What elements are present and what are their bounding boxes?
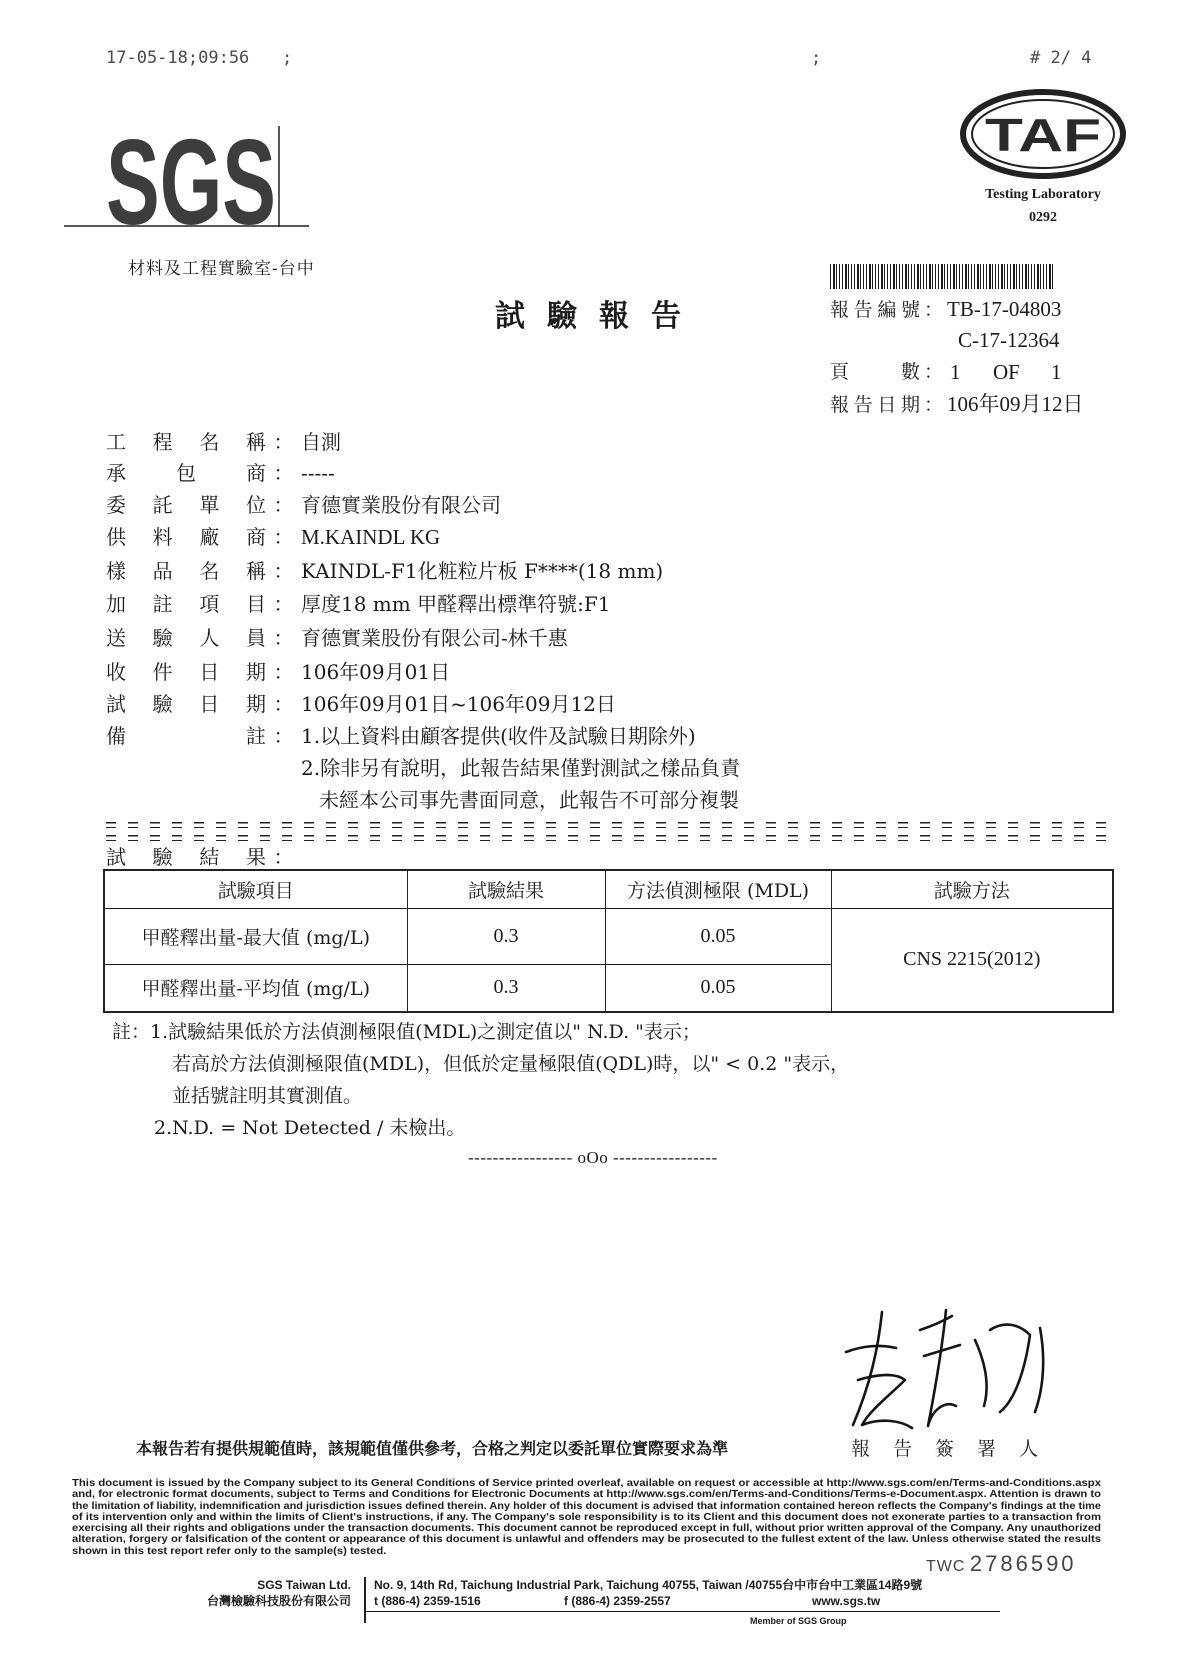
header-mdl: 方法偵測極限 (MDL) [605,870,831,908]
field-label: 備註 [106,724,266,748]
field-value: ----- [301,461,335,485]
signature-stroke [990,1325,1030,1412]
cell-result: 0.3 [407,964,605,1012]
fax-timestamp: 17-05-18;09:56 [106,48,250,68]
legal-text: of its intervention only and within the limits of Client's instructions, if any. The Company's sole responsibility is to its Client and this document does not exonerate parties to a transaction from [72,1510,1101,1523]
field-contractor [106,460,335,486]
results-heading [106,844,301,870]
results-label: 試驗結果 [106,845,266,869]
field-additional-notes [106,591,610,617]
colon: ： [273,525,294,549]
page-count-row [830,359,947,385]
field-test-date [106,691,616,717]
colon: ： [131,1021,151,1043]
report-title: 試驗報告 [495,299,703,334]
field-label: 承包商 [106,461,266,485]
signature-stroke [858,1375,912,1428]
serial-number [926,1552,1077,1579]
field-value: 106年09月01日~106年09月12日 [301,692,616,716]
field-sample-name [106,558,663,584]
lab-name: 材料及工程實驗室-台中 [128,259,315,279]
field-label: 供料廠商 [106,525,266,549]
colon: ： [923,394,943,416]
signature-stroke [924,1345,960,1356]
remark-line: 未經本公司事先書面同意，此報告不可部分複製 [319,788,739,812]
taf-logo-text: TAF [985,109,1101,161]
field-value: 育德實業股份有限公司 [301,493,501,517]
field-label: 樣品名稱 [106,559,266,583]
signature-stroke [1035,1328,1043,1412]
cell-test-method: CNS 2215(2012) [831,908,1113,1012]
company-phone: t (886-4) 2359-1516 [374,1594,481,1608]
signature-stroke [920,1316,952,1330]
legal-disclaimer [72,1478,1101,1560]
sgs-logo [60,114,315,250]
specification-disclaimer: 本報告若有提供規範值時，該規範值僅供參考，合格之判定以委託單位實際要求為準 [136,1439,729,1458]
taf-number: 0292 [1029,210,1057,225]
field-value: 自測 [301,430,341,454]
signature-stroke [928,1310,956,1426]
colon: ： [273,461,294,485]
field-value: 厚度18 mm 甲醛釋出標準符號:F1 [301,592,611,616]
note-label: 註 [112,1021,132,1043]
note-line [112,1019,701,1045]
cell-test-item: 甲醛釋出量-平均值 (mg/L) [104,964,407,1012]
field-project-name [106,429,341,455]
field-received-date [106,659,450,685]
field-value: M.KAINDL KG [301,525,441,549]
colon: ： [273,493,294,517]
company-address: No. 9, 14th Rd, Taichung Industrial Park, Taichung 40755, Taiwan /40755台中市台中工業區14路9號 [374,1578,923,1592]
legal-text: the limitation of liability, indemnification and jurisdiction issues defined therein. Any holder of this document is advised that information contained hereon reflects the Company's findings at the time [72,1499,1101,1512]
company-fax: f (886-4) 2359-2557 [564,1594,671,1608]
table-row [104,908,1113,964]
serial-digits: 2786590 [969,1551,1077,1576]
fax-page-counter: # 2/ 4 [1030,48,1092,68]
member-of-group: Member of SGS Group [750,1616,847,1626]
report-number-row [830,296,1061,322]
separator-line [106,835,1112,841]
colon: ： [273,559,294,583]
legal-text: exercising all their rights and obligations under the transaction documents. This document cannot be reproduced except in full, without prior written approval of the Company. Any unauthorized [72,1522,1101,1535]
cell-mdl: 0.05 [605,964,831,1012]
field-label: 送驗人員 [106,626,266,650]
colon: ： [273,845,294,869]
colon: ： [273,692,294,716]
footer-divider [364,1577,366,1623]
legal-text: shown in this test report refer only to the sample(s) tested. [72,1544,387,1557]
field-label: 試驗日期 [106,692,266,716]
signature-stroke [975,1340,987,1406]
taf-caption: Testing Laboratory [985,187,1101,202]
serial-prefix: TWC [926,1558,966,1575]
end-of-report-mark: ----------------- oOo ----------------- [468,1148,718,1167]
remark-line: 1.以上資料由顧客提供(收件及試驗日期除外) [301,724,696,748]
page-current: 1 [950,360,961,384]
colon: ： [273,660,294,684]
note-line: 2.N.D. = Not Detected / 未檢出。 [154,1117,466,1139]
note-line: 若高於方法偵測極限值(MDL)，但低於定量極限值(QDL)時，以" < 0.2 "表示， [172,1053,850,1075]
colon: ： [273,724,294,748]
sgs-logo-text: SGS [106,114,276,250]
field-label: 加註項目 [106,592,266,616]
cell-result: 0.3 [407,908,605,964]
signature-stroke [846,1346,896,1352]
colon: ： [273,626,294,650]
report-date-row [830,391,1084,417]
footer-rule [364,1611,1000,1612]
signatory-label: 報告簽署人 [851,1438,1062,1460]
taf-logo [955,86,1131,184]
header-test-result: 試驗結果 [407,870,605,908]
field-label: 收件日期 [106,660,266,684]
results-table [103,869,1114,1013]
table-header-row [104,870,1113,908]
field-supplier [106,524,440,550]
cell-mdl: 0.05 [605,908,831,964]
field-label: 工程名稱 [106,430,266,454]
legal-text: and, for electronic format documents, subject to Terms and Conditions for Electronic Documents at http://www.sgs.com/en/Terms-and-Conditions/Terms-e-Document.aspx. Attention is drawn to [72,1488,1101,1501]
field-value: 106年09月01日 [301,660,451,684]
company-name-cn: 台灣檢驗科技股份有限公司 [206,1594,351,1608]
note-line: 並括號註明其實測值。 [172,1085,363,1107]
header-test-method: 試驗方法 [831,870,1113,908]
field-remarks [106,723,696,749]
page-count-label: 頁數 [830,361,920,383]
field-label: 委託單位 [106,493,266,517]
colon: ： [273,592,294,616]
colon: ： [273,430,294,454]
barcode [830,264,1053,289]
header-test-item: 試驗項目 [104,870,407,908]
legal-text: This document is issued by the Company subject to its General Conditions of Service printed overleaf, available on request or accessible at http://www.sgs.com/en/Terms-and-Conditions.aspx [72,1477,1101,1489]
field-value: KAINDL-F1化粧粒片板 F****(18 mm) [301,559,664,583]
page-of: OF [993,360,1020,384]
field-submitter [106,625,568,651]
signature-stroke [853,1312,882,1425]
report-date: 106年09月12日 [947,392,1084,416]
separator-line [106,822,1112,828]
report-date-label: 報告日期 [830,394,920,416]
legal-text: alteration, forgery or falsification of the content or appearance of this document is unlawful and offenders may be prosecuted to the fullest extent of the law. Unless otherwise stated the results [72,1533,1101,1546]
page-total: 1 [1051,360,1062,384]
field-client [106,492,501,518]
fax-mark: ; [811,48,822,68]
company-website: www.sgs.tw [812,1594,881,1608]
colon: ： [923,361,943,383]
company-name-en: SGS Taiwan Ltd. [257,1578,351,1592]
report-number-secondary: C-17-12364 [958,328,1060,352]
note-text: 1.試驗結果低於方法偵測極限值(MDL)之測定值以" N.D. "表示； [150,1021,701,1043]
report-number: TB-17-04803 [947,297,1062,321]
remark-line: 2.除非另有說明，此報告結果僅對測試之樣品負責 [301,756,741,780]
report-number-label: 報告編號 [830,299,920,321]
colon: ： [923,299,943,321]
field-value: 育德實業股份有限公司-林千惠 [301,626,568,650]
fax-mark: ; [282,48,293,68]
cell-test-item: 甲醛釋出量-最大值 (mg/L) [104,908,407,964]
